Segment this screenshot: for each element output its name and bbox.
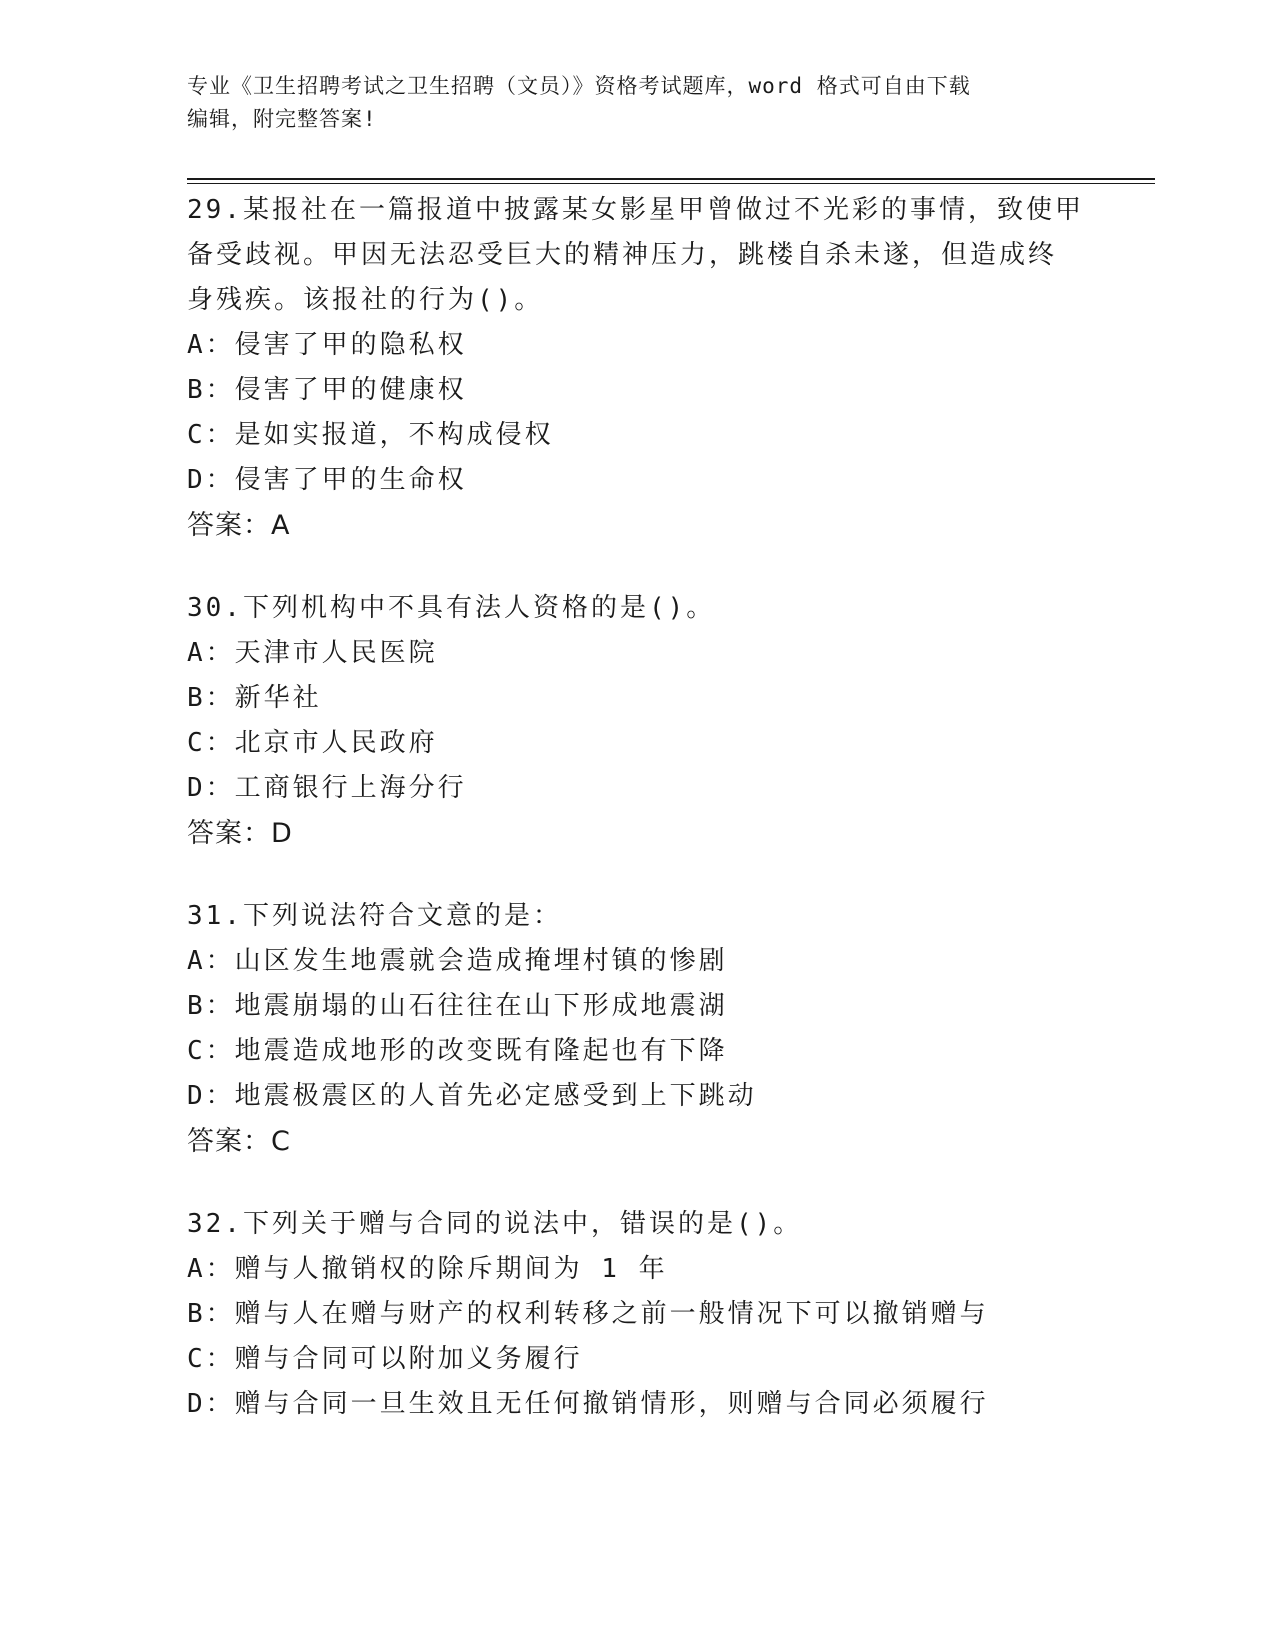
header-line-2: 编辑，附完整答案! xyxy=(187,107,377,131)
question-list xyxy=(187,188,1087,1464)
question-stem-line: 29.某报社在一篇报道中披露某女影星甲曾做过不光彩的事情，致使甲 xyxy=(187,195,1084,225)
question-31 xyxy=(187,894,1087,1165)
option-c: C：赠与合同可以附加义务履行 xyxy=(187,1344,583,1374)
option-a: A：侵害了甲的隐私权 xyxy=(187,330,467,360)
option-a: A：天津市人民医院 xyxy=(187,638,438,668)
option-b: B：侵害了甲的健康权 xyxy=(187,375,467,405)
question-32 xyxy=(187,1202,1087,1427)
option-d: D：赠与合同一旦生效且无任何撤销情形，则赠与合同必须履行 xyxy=(187,1389,989,1419)
option-d: D：地震极震区的人首先必定感受到上下跳动 xyxy=(187,1081,757,1111)
question-stem-line: 31.下列说法符合文意的是： xyxy=(187,901,562,931)
header-divider-thick xyxy=(187,178,1155,180)
option-c: C：是如实报道，不构成侵权 xyxy=(187,420,554,450)
question-stem-line: 30.下列机构中不具有法人资格的是()。 xyxy=(187,593,716,623)
question-stem-line: 身残疾。该报社的行为()。 xyxy=(187,285,544,315)
option-d: D：侵害了甲的生命权 xyxy=(187,465,467,495)
header-divider-thin xyxy=(187,183,1155,184)
question-stem-line: 备受歧视。甲因无法忍受巨大的精神压力，跳楼自杀未遂，但造成终 xyxy=(187,240,1058,270)
question-29 xyxy=(187,188,1087,549)
document-header xyxy=(187,70,1087,136)
question-stem-line: 32.下列关于赠与合同的说法中，错误的是()。 xyxy=(187,1209,803,1239)
option-b: B：赠与人在赠与财产的权利转移之前一般情况下可以撤销赠与 xyxy=(187,1299,989,1329)
option-b: B：地震崩塌的山石往往在山下形成地震湖 xyxy=(187,991,728,1021)
option-a: A：赠与人撤销权的除斥期间为 1 年 xyxy=(187,1254,668,1284)
option-c: C：北京市人民政府 xyxy=(187,728,438,758)
answer-line: 答案：A xyxy=(187,510,291,541)
option-c: C：地震造成地形的改变既有隆起也有下降 xyxy=(187,1036,728,1066)
option-b: B：新华社 xyxy=(187,683,322,713)
option-d: D：工商银行上海分行 xyxy=(187,773,467,803)
option-a: A：山区发生地震就会造成掩埋村镇的惨剧 xyxy=(187,946,728,976)
answer-line: 答案：C xyxy=(187,1126,291,1157)
answer-line: 答案：D xyxy=(187,818,293,849)
question-30 xyxy=(187,586,1087,857)
header-line-1: 专业《卫生招聘考试之卫生招聘（文员）》资格考试题库，word 格式可自由下载 xyxy=(187,74,971,98)
